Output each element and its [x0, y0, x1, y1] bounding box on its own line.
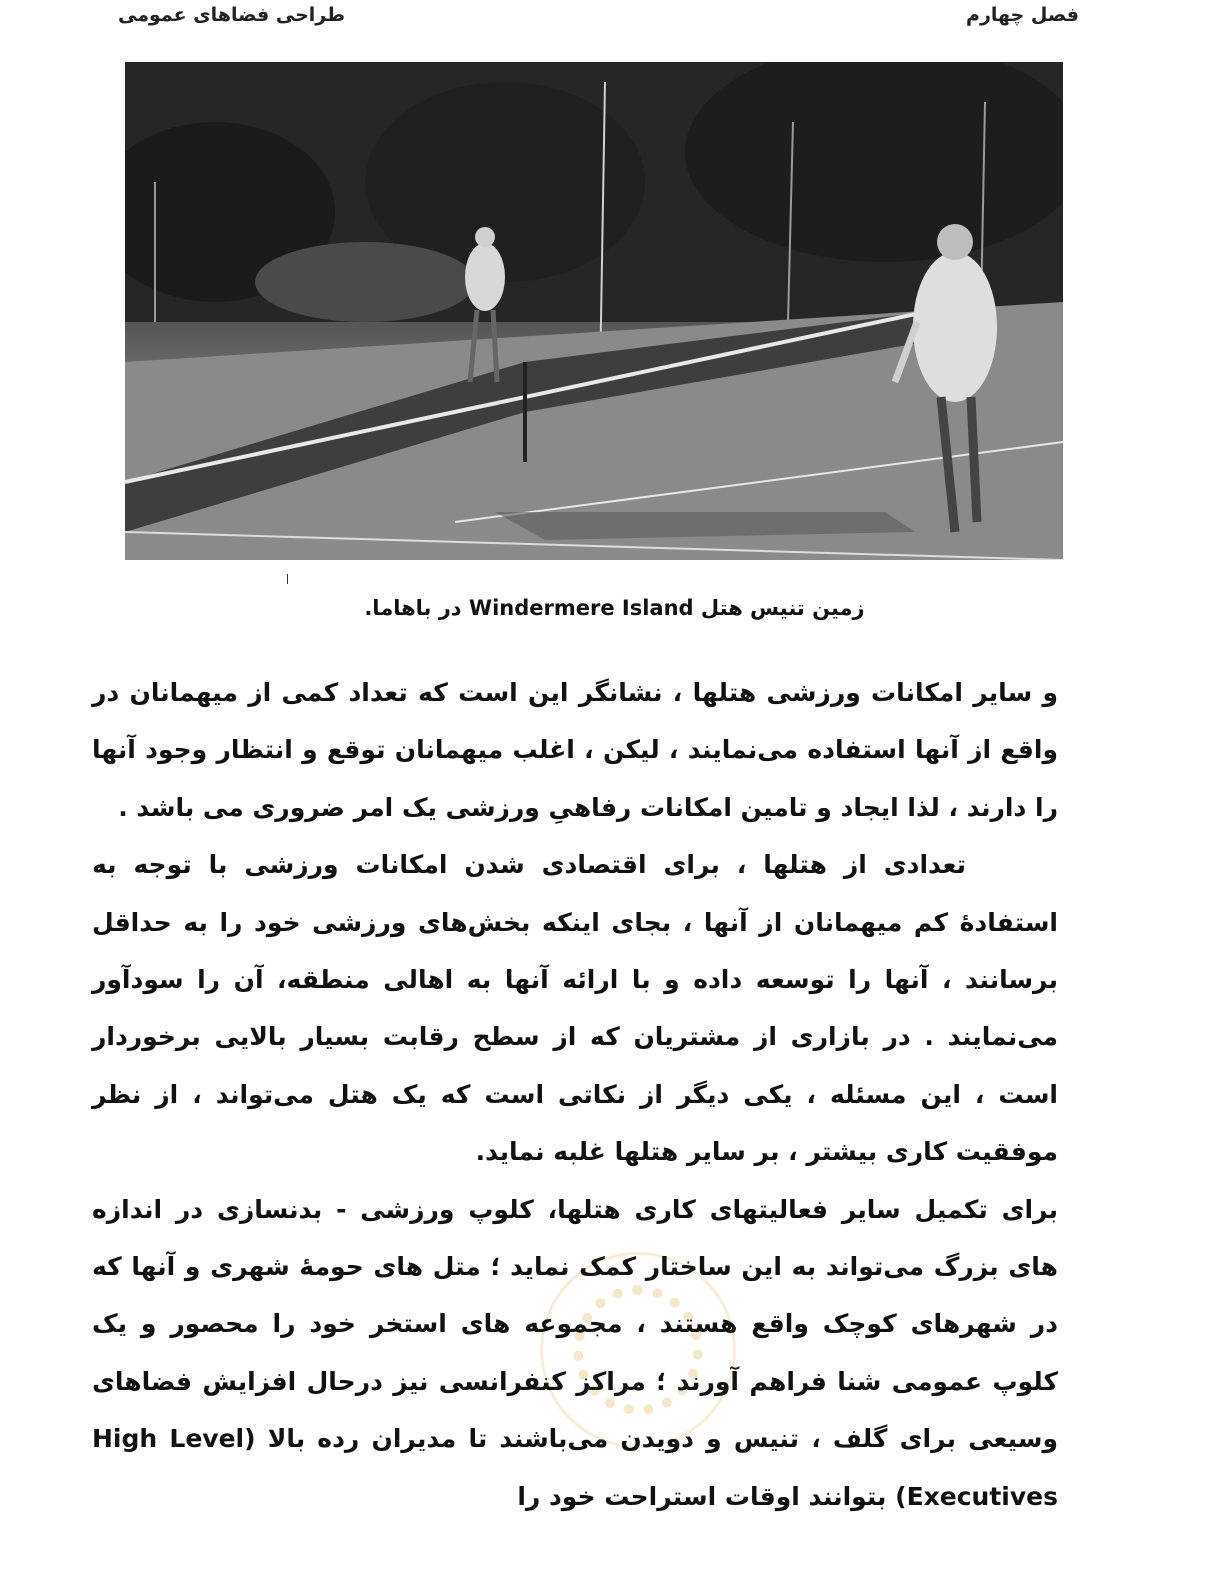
book-title-header: طراحی فضاهای عمومی [118, 4, 346, 26]
chapter-header: فصل چهارم [966, 4, 1079, 26]
tennis-court-photo [125, 62, 1063, 560]
paragraph-1: و سایر امکانات ورزشی هتلها ، نشانگر این است که تعداد کمی از میهمانان در واقع از آنها استفاده می‌نمایند ، لیکن ، اغلب میهمانان توقع و انتظار وجود آنها را دارند ، لذا ایجاد و تامین امکانات رفاهیِ ورزشی یک امر ضروری می باشد . [92, 678, 1058, 822]
paragraph-2: تعدادی از هتلها ، برای اقتصادی شدن امکانات ورزشی با توجه به استفادهٔ کم میهمانان از آنها ، بجای اینکه بخش‌های ورزشی خود را به حداقل برسانند ، آنها را توسعه داده و با ارائه آنها به اهالی منطقه، آن را سودآور می‌نمایند . در بازاری از مشتریان که از سطح رقابت بسیار بالایی برخوردار است ، این مسئله ، یکی دیگر از نکاتی است که یک هتل می‌تواند ، از نظر موفقیت کاری بیشتر ، بر سایر هتلها غلبه نماید. [92, 850, 1058, 1167]
paragraph-3: برای تکمیل سایر فعالیتهای کاری هتلها، کلوپ ورزشی - بدنسازی در اندازه های بزرگ می‌تواند به این ساختار کمک نماید ؛ متل های حومهٔ شهری و آنها که در شهرهای کوچک واقع هستند ، مجموعه های استخر خود را محصور و یک کلوپ عمومی شنا فراهم آورند ؛ مراکز کنفرانسی نیز درحال افزایش فضاهای وسیعی برای گلف ، تنیس و دویدن می‌باشند تا مدیران رده بالا (High Level Executives) بتوانند اوقات استراحت خود را [92, 1194, 1058, 1511]
body-text [92, 664, 1058, 1525]
figure-caption: زمین تنیس هتل Windermere Island در باهاما. [364, 596, 865, 620]
margin-mark [287, 574, 288, 584]
